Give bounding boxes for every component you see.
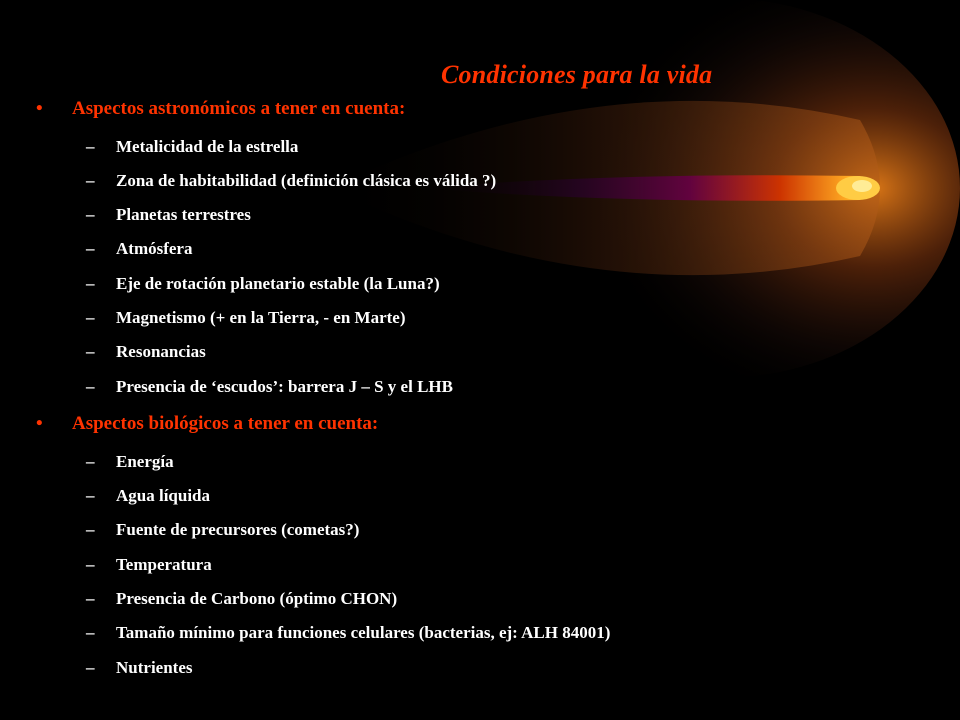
dash-marker: – <box>86 555 95 574</box>
section-heading-text: Aspectos biológicos a tener en cuenta: <box>72 413 379 434</box>
dash-marker: – <box>86 274 95 293</box>
dash-marker: – <box>86 623 95 642</box>
list-item-text: Tamaño mínimo para funciones celulares (bacterias, ej: ALH 84001) <box>116 623 611 642</box>
list-item-text: Temperatura <box>116 555 212 574</box>
list-item-text: Metalicidad de la estrella <box>116 137 299 156</box>
bullet-marker: • <box>36 98 43 119</box>
dash-marker: – <box>86 658 95 677</box>
list-item-text: Zona de habitabilidad (definición clásica es válida ?) <box>116 171 497 190</box>
bullet-marker: • <box>36 413 43 434</box>
list-item-text: Magnetismo (+ en la Tierra, - en Marte) <box>116 308 406 327</box>
slide-title: Condiciones para la vida <box>441 60 713 89</box>
dash-marker: – <box>86 308 95 327</box>
dash-marker: – <box>86 239 95 258</box>
list-item-text: Energía <box>116 452 174 471</box>
dash-marker: – <box>86 589 95 608</box>
dash-marker: – <box>86 342 95 361</box>
list-item-text: Presencia de Carbono (óptimo CHON) <box>116 589 398 608</box>
list-item-text: Resonancias <box>116 342 206 361</box>
list-item-text: Nutrientes <box>116 658 193 677</box>
list-item-text: Eje de rotación planetario estable (la Luna?) <box>116 274 440 293</box>
list-item-text: Agua líquida <box>116 486 211 505</box>
section-heading-text: Aspectos astronómicos a tener en cuenta: <box>72 98 406 119</box>
comet-core-highlight <box>852 180 872 192</box>
dash-marker: – <box>86 486 95 505</box>
dash-marker: – <box>86 377 95 396</box>
dash-marker: – <box>86 171 95 190</box>
list-item-text: Presencia de ‘escudos’: barrera J – S y el LHB <box>116 377 453 396</box>
dash-marker: – <box>86 137 95 156</box>
list-item-text: Atmósfera <box>116 239 193 258</box>
dash-marker: – <box>86 452 95 471</box>
dash-marker: – <box>86 205 95 224</box>
list-item-text: Planetas terrestres <box>116 205 251 224</box>
list-item-text: Fuente de precursores (cometas?) <box>116 520 360 539</box>
dash-marker: – <box>86 520 95 539</box>
